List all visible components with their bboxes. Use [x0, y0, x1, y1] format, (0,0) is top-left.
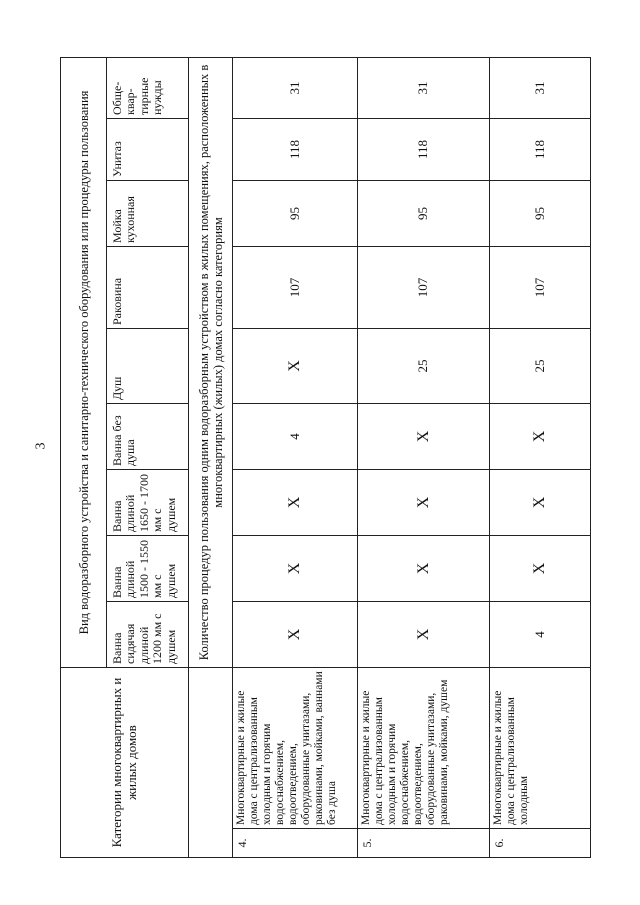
- row-number: 4.: [233, 829, 357, 858]
- row-category: Многоквартирные и жилые дома с централизованным холодным и горячим водоснабжением, водоотведением, оборудованные унитазами, раковинами, мойками, ваннами без душа: [235, 671, 338, 825]
- column-header: Унитаз: [107, 119, 189, 181]
- row-number: 6.: [490, 829, 590, 858]
- column-header: Душ: [107, 329, 189, 404]
- cell-value: X: [490, 536, 591, 602]
- column-header: Ванна без душа: [107, 404, 189, 470]
- cell-value: X: [233, 536, 358, 602]
- cell-value: 95: [490, 181, 591, 247]
- cell-value: 107: [490, 247, 591, 329]
- column-header: Ванна сидячая длиной 1200 мм с душем: [107, 602, 189, 668]
- cell-value: 118: [358, 119, 490, 181]
- cell-value: 118: [490, 119, 591, 181]
- cell-value: 107: [358, 247, 490, 329]
- cell-value: 4: [490, 602, 591, 668]
- cell-value: X: [490, 404, 591, 470]
- cell-value: 4: [233, 404, 358, 470]
- water-usage-table: [60, 57, 591, 858]
- rotated-table-wrapper: [60, 58, 590, 858]
- cell-value: X: [233, 602, 358, 668]
- cell-value: X: [358, 470, 490, 536]
- table-row: [358, 57, 490, 857]
- cell-value: X: [358, 536, 490, 602]
- column-header: Ванна длиной 1500 - 1550 мм с душем: [107, 536, 189, 602]
- cell-value: 118: [233, 119, 358, 181]
- row-category: Многоквартирные и жилые дома с централизованным холодным и горячим водоснабжением, водоотведением, оборудованные унитазами, раковинами, мойками, душем: [360, 679, 450, 825]
- cell-value: X: [358, 404, 490, 470]
- cell-value: 95: [233, 181, 358, 247]
- cell-value: 31: [358, 57, 490, 118]
- category-header: Категории многоквартирных и жилых домов: [61, 668, 189, 858]
- cell-value: X: [358, 602, 490, 668]
- cell-value: 25: [358, 329, 490, 404]
- cell-value: 95: [358, 181, 490, 247]
- cell-value: 107: [233, 247, 358, 329]
- column-header: Раковина: [107, 247, 189, 329]
- cell-value: X: [490, 470, 591, 536]
- column-header: Ванна длиной 1650 - 1700 мм с душем: [107, 470, 189, 536]
- cell-value: 31: [490, 57, 591, 118]
- page-number: 3: [33, 442, 49, 450]
- cell-value: X: [233, 470, 358, 536]
- table-row: [233, 57, 358, 857]
- cell-value: 31: [233, 57, 358, 118]
- row-number: 5.: [358, 829, 489, 858]
- table-caption: Количество процедур пользования одним водоразборным устройством в жилых помещениях, расположенных в многоквартирных (жилых) домах согласно категориям: [189, 57, 233, 667]
- row-category: Многоквартирные и жилые дома с централизованным холодным: [492, 690, 530, 825]
- cell-value: X: [233, 329, 358, 404]
- column-header: Обще- квар- тирные нужды: [107, 57, 189, 118]
- cell-value: 25: [490, 329, 591, 404]
- table-row: [490, 57, 591, 857]
- equipment-header: Вид водоразборного устройства и санитарно-технического оборудования или процедуры пользования: [61, 57, 107, 667]
- column-header: Мойка кухонная: [107, 181, 189, 247]
- caption-spacer: [189, 668, 233, 858]
